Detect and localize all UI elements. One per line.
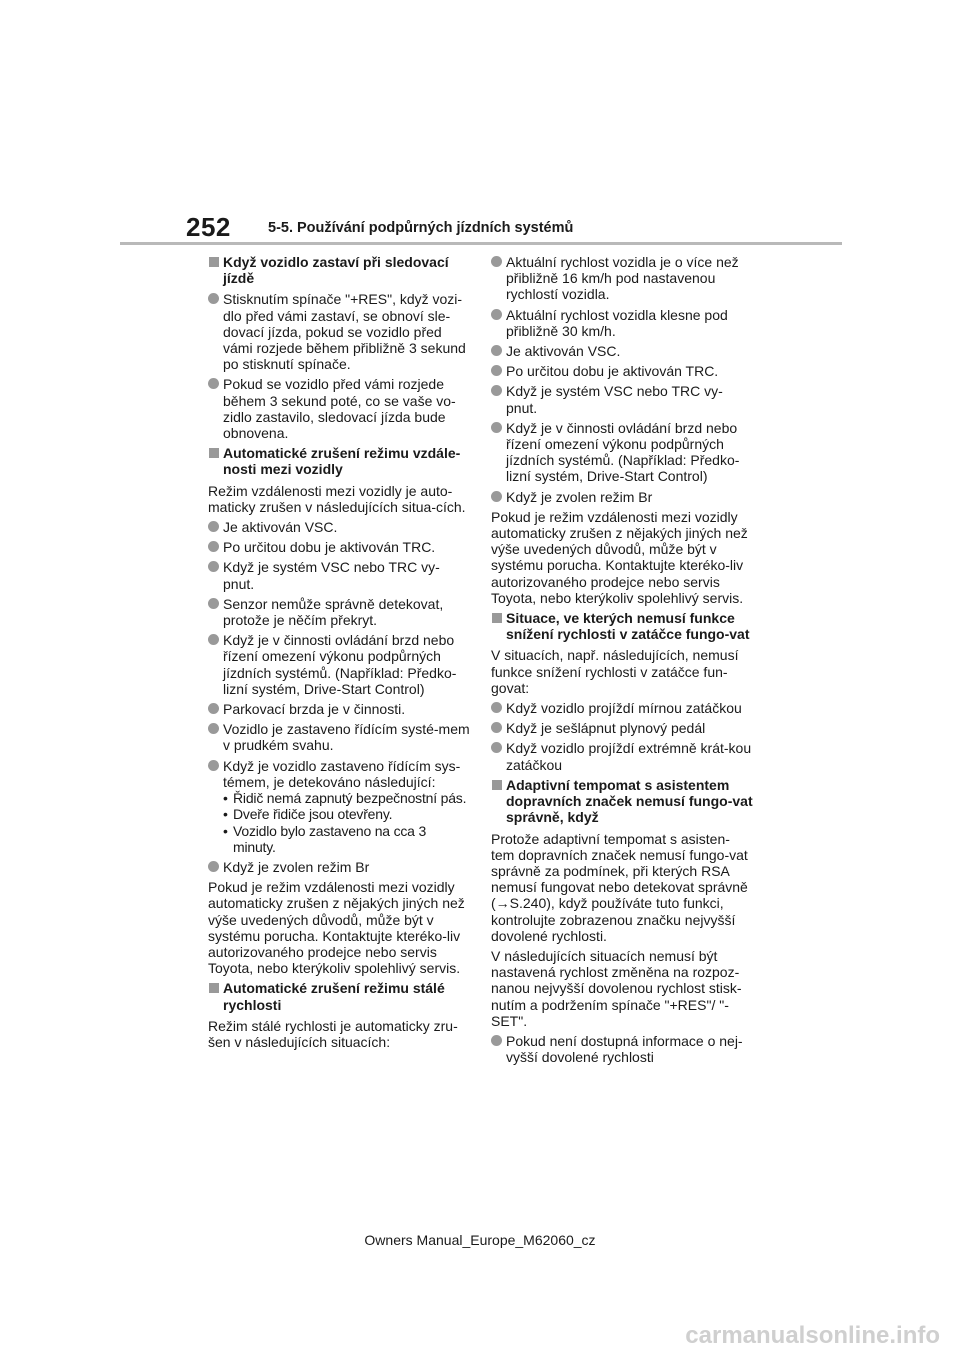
paragraph: Režim vzdálenosti mezi vozidly je auto-maticky zrušen v následujících situa-cích. [208, 482, 466, 515]
bullet-item [208, 632, 470, 697]
bullet-text: Je aktivován VSC. [223, 519, 338, 536]
square-bullet-icon [209, 448, 219, 458]
bullet-item [208, 596, 470, 628]
circle-bullet-icon [208, 378, 219, 389]
bullet-text: Po určitou dobu je aktivován TRC. [506, 363, 719, 380]
left-column [208, 254, 470, 1054]
sub-bullet-item [223, 823, 470, 855]
bullet-text: Když je v činnosti ovládání brzd nebo řízení omezení výkonu podpůrných jízdních systémů. (Například: Předko-lizní systém, Drive-Start Control) [223, 632, 457, 697]
sub-bullet-text: Řidič nemá zapnutý bezpečnostní pás. [233, 790, 467, 807]
bullet-item [491, 720, 753, 736]
bullet-item [208, 519, 470, 535]
bullet-item [208, 758, 470, 855]
bullet-item [491, 740, 753, 772]
bullet-text: Aktuální rychlost vozidla klesne pod přibližně 30 km/h. [506, 306, 728, 339]
bullet-text: Vozidlo je zastaveno řídícím systé-mem v prudkém svahu. [223, 721, 470, 754]
section-heading [208, 980, 470, 1012]
square-bullet-icon [492, 613, 502, 623]
sub-bullet-text: Vozidlo bylo zastaveno na cca 3 minuty. [233, 822, 427, 855]
bullet-item [208, 721, 470, 753]
circle-bullet-icon [208, 760, 219, 771]
section-heading [491, 777, 753, 826]
bullet-text: Když je vozidlo zastaveno řídícím sys-témem, je detekováno následující: [223, 757, 461, 790]
bullet-text: Senzor nemůže správně detekovat, protože je něčím překryt. [223, 595, 444, 629]
section-heading [208, 254, 470, 286]
circle-bullet-icon [208, 723, 219, 734]
circle-bullet-icon [491, 385, 502, 396]
bullet-text: Aktuální rychlost vozidla je o více než přibližně 16 km/h pod nastavenou rychlostí vozidla. [506, 254, 739, 303]
section-heading [208, 445, 470, 477]
bullet-item [491, 420, 753, 485]
circle-bullet-icon [491, 345, 502, 356]
heading-text: Situace, ve kterých nemusí funkce snížení rychlosti v zatáčce fungo-vat [506, 610, 750, 643]
circle-bullet-icon [491, 702, 502, 713]
bullet-item [208, 376, 470, 441]
heading-text: Když vozidlo zastaví při sledovací jízdě [223, 254, 449, 287]
bullet-text: Když je systém VSC nebo TRC vy-pnut. [223, 559, 440, 592]
bullet-item [491, 343, 753, 359]
circle-bullet-icon [208, 541, 219, 552]
bullet-text: Po určitou dobu je aktivován TRC. [223, 539, 436, 556]
right-column [491, 254, 753, 1069]
circle-bullet-icon [491, 722, 502, 733]
heading-text: Adaptivní tempomat s asistentem dopravních značek nemusí fungo-vat správně, když [506, 776, 753, 826]
bullet-text: Když je systém VSC nebo TRC vy-pnut. [506, 383, 723, 416]
bullet-text: Je aktivován VSC. [506, 343, 621, 360]
sub-bullet-item [223, 806, 470, 822]
bullet-text: Když vozidlo projíždí extrémně krát-kou zatáčkou [506, 740, 752, 773]
bullet-item [491, 383, 753, 415]
bullet-item [208, 291, 470, 372]
bullet-text: Parkovací brzda je v činnosti. [223, 701, 406, 718]
paragraph: Režim stálé rychlosti je automaticky zru-šen v následujících situacích: [208, 1017, 458, 1050]
section-heading [491, 610, 753, 642]
circle-bullet-icon [491, 309, 502, 320]
circle-bullet-icon [208, 293, 219, 304]
footer-document-id: Owners Manual_Europe_M62060_cz [364, 1232, 596, 1248]
bullet-item [491, 363, 753, 379]
bullet-text: Stisknutím spínače "+RES", když vozi-dlo před vámi zastaví, se obnoví sle-dovací jízda, pokud se vozidlo před vámi rozjede během přibližně 3 sekund po stisknutí spínače. [223, 291, 466, 373]
bullet-text: Když je zvolen režim Br [506, 488, 653, 505]
bullet-item [208, 859, 470, 875]
circle-bullet-icon [208, 634, 219, 645]
sub-bullet-item [223, 790, 470, 806]
circle-bullet-icon [208, 521, 219, 532]
bullet-text: Když je zvolen režim Br [223, 858, 370, 875]
paragraph: Pokud je režim vzdálenosti mezi vozidly automaticky zrušen z nějakých jiných než výše uvedených důvodů, může být v systému porucha. Kontaktujte kteréko-liv autorizovaného prodejce nebo servis Toyota, nebo kterýkoliv spolehlivý servis. [208, 879, 465, 977]
watermark: carmanualsonline.info [685, 1322, 940, 1349]
bullet-item [208, 559, 470, 591]
bullet-item [491, 307, 753, 339]
bullet-text: Když je sešlápnut plynový pedál [506, 720, 706, 737]
header-divider [120, 242, 842, 245]
circle-bullet-icon [208, 861, 219, 872]
bullet-item [491, 254, 753, 303]
circle-bullet-icon [491, 422, 502, 433]
paragraph: Pokud je režim vzdálenosti mezi vozidly automaticky zrušen z nějakých jiných než výše uvedených důvodů, může být v systému porucha. Kontaktujte kteréko-liv autorizovaného prodejce nebo servis Toyota, nebo kterýkoliv spolehlivý servis. [491, 508, 748, 606]
section-title: 5-5. Používání podpůrných jízdních systémů [268, 220, 574, 236]
square-bullet-icon [209, 257, 219, 267]
bullet-text: Pokud se vozidlo před vámi rozjede během 3 sekund poté, co se vaše vo-zidlo zastavilo, sledovací jízda bude obnovena. [223, 376, 456, 442]
bullet-item [208, 539, 470, 555]
paragraph: V následujících situacích nemusí být nastavená rychlost změněna na rozpoz-nanou nejvyšší dovolenou rychlost stisk-nutím a podržením spínače "+RES"/ "-SET". [491, 947, 742, 1029]
small-bullet-icon: • [223, 806, 228, 823]
bullet-item [491, 700, 753, 716]
bullet-item [208, 701, 470, 717]
square-bullet-icon [209, 983, 219, 993]
circle-bullet-icon [491, 365, 502, 376]
bullet-item [491, 1033, 753, 1065]
circle-bullet-icon [208, 703, 219, 714]
circle-bullet-icon [491, 742, 502, 753]
bullet-item [491, 489, 753, 505]
small-bullet-icon: • [223, 790, 228, 807]
square-bullet-icon [492, 780, 502, 790]
circle-bullet-icon [491, 1035, 502, 1046]
circle-bullet-icon [208, 561, 219, 572]
page-number: 252 [186, 212, 231, 242]
bullet-text: Pokud není dostupná informace o nej-vyšší dovolené rychlosti [506, 1032, 743, 1066]
small-bullet-icon: • [223, 822, 228, 839]
circle-bullet-icon [491, 491, 502, 502]
paragraph: Protože adaptivní tempomat s asisten-tem dopravních značek nemusí fungo-vat správně za podmínek, při kterých RSA nemusí fungovat nebo detekovat správně (→S.240), když používáte tuto funkci, kontrolujte zobrazenou značku nejvyšší dovolené rychlosti. [491, 830, 748, 944]
bullet-text: Když vozidlo projíždí mírnou zatáčkou [506, 700, 742, 717]
bullet-text: Když je v činnosti ovládání brzd nebo řízení omezení výkonu podpůrných jízdních systémů. (Například: Předko-lizní systém, Drive-Start Control) [506, 419, 740, 485]
sub-bullet-text: Dveře řidiče jsou otevřeny. [233, 806, 393, 823]
circle-bullet-icon [491, 256, 502, 267]
paragraph: V situacích, např. následujících, nemusí funkce snížení rychlosti v zatáčce fun-govat: [491, 647, 739, 696]
heading-text: Automatické zrušení režimu stálé rychlosti [223, 980, 445, 1013]
heading-text: Automatické zrušení režimu vzdále-nosti mezi vozidly [223, 445, 461, 478]
circle-bullet-icon [208, 598, 219, 609]
